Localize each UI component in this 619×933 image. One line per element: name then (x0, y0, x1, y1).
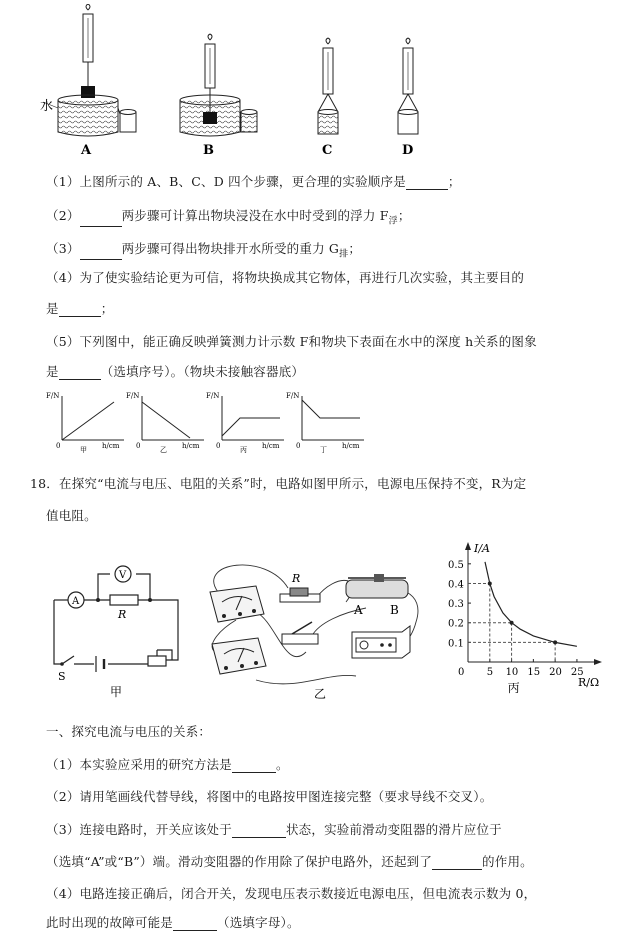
resistor-symbol (110, 595, 138, 605)
data-point (553, 640, 557, 644)
s4-question-line2: 此时出现的故障可能是 （选填字母）。 (46, 915, 300, 930)
data-point (510, 621, 514, 625)
power-supply-device (352, 626, 410, 658)
y-axis-arrow (465, 542, 471, 550)
data-point (488, 581, 492, 585)
y-tick-label: 0.1 (448, 638, 464, 650)
q17-part-5: （5）下列图中，能正确反映弹簧测力计示数 F和物块下表面在水中的深度 h关系的图象 (46, 334, 537, 349)
graph-yi (126, 392, 204, 454)
answer-blank[interactable] (59, 304, 101, 317)
q17-part-4: （4）为了使实验结论更为可信，将物块换成其它物体，再进行几次实验，其主要目的 (46, 270, 525, 285)
svg-text:F/N: F/N (286, 392, 300, 400)
answer-blank[interactable] (59, 367, 101, 380)
x-tick-label: 15 (527, 667, 541, 678)
s4-question: （4）电路连接正确后，闭合开关，发现电压表示数接近电源电压，但电流表示数为 0， (46, 886, 537, 901)
q17-part-2: （2） 两步骤可计算出物块浸没在水中时受到的浮力 $F_浮$； (46, 208, 411, 227)
svg-text:0: 0 (296, 442, 301, 450)
svg-text:h/cm: h/cm (102, 442, 120, 450)
y-tick-label: 0.3 (448, 599, 464, 611)
buoyancy-steps-figure (38, 4, 438, 159)
x-tick-label: 20 (549, 667, 562, 678)
q17-part-1: （1）上图所示的 A、B、C、D 四个步骤，更合理的实验顺序是 ； (46, 174, 461, 189)
svg-text:A: A (354, 603, 363, 617)
svg-text:h/cm: h/cm (262, 442, 280, 450)
svg-text:F/N: F/N (206, 392, 220, 400)
svg-text:F/N: F/N (46, 392, 60, 400)
svg-text:S: S (58, 670, 66, 683)
apparatus-caption: 乙 (314, 687, 327, 701)
q18-stem: 18．在探究“电流与电压、电阻的关系”时，电路如图甲所示，电源电压保持不变，R为定 (30, 476, 527, 491)
svg-text:丁: 丁 (320, 446, 327, 454)
graph-bing (206, 392, 284, 454)
svg-text:丙: 丙 (240, 446, 247, 454)
circuit-diagram-jia (38, 560, 198, 700)
step-label-a: A (81, 143, 92, 158)
q17-part-3: （3） 两步骤可得出物块排开水所受的重力 $G_排$； (46, 241, 362, 260)
y-tick-label: 0.5 (448, 559, 464, 571)
svg-text:甲: 甲 (80, 446, 87, 454)
water-label: 水 (40, 99, 54, 114)
y-tick-label: 0.2 (448, 618, 464, 630)
svg-text:R: R (118, 608, 127, 621)
svg-text:R: R (292, 572, 301, 585)
step-c-drawing (318, 38, 338, 134)
x-axis-label: R/Ω (578, 676, 600, 689)
f-h-option-graphs (40, 388, 380, 454)
switch-device (282, 622, 318, 644)
x-tick-label: 0 (458, 667, 465, 678)
svg-text:h/cm: h/cm (182, 442, 200, 450)
x-axis-arrow (594, 659, 602, 665)
answer-blank[interactable] (406, 177, 448, 190)
step-a-drawing (43, 4, 136, 136)
answer-blank[interactable] (232, 760, 276, 773)
svg-text:乙: 乙 (160, 446, 167, 454)
voltmeter-device (210, 586, 264, 622)
s3-question-line2: （选填“A”或“B”）端。滑动变阻器的作用除了保护电路外，还起到了 的作用。 (46, 854, 533, 869)
step-label-d: D (402, 143, 414, 158)
q18-stem-line2: 值电阻。 (46, 508, 97, 523)
s1-question: （1）本实验应采用的研究方法是 。 (46, 757, 289, 772)
graph-jia (46, 392, 124, 454)
resistor-device (280, 588, 320, 602)
q17-part-4-line2: 是 ； (46, 301, 114, 316)
current-resistance-chart (440, 540, 610, 700)
section-heading: 一、探究电流与电压的关系： (46, 724, 212, 739)
series-curve (485, 562, 577, 646)
step-b-drawing (180, 34, 257, 136)
apparatus-figure-yi (196, 552, 432, 702)
svg-text:F/N: F/N (126, 392, 140, 400)
answer-blank[interactable] (80, 214, 122, 227)
step-label-c: C (322, 143, 333, 158)
rheostat-device (346, 574, 408, 598)
x-tick-label: 10 (505, 667, 519, 678)
step-label-b: B (203, 143, 214, 158)
graph-ding (286, 392, 364, 454)
s2-question: （2）请用笔画线代替导线，将图中的电路按甲图连接完整（要求导线不交叉）。 (46, 789, 493, 804)
switch-symbol (62, 656, 74, 664)
svg-text:0: 0 (216, 442, 221, 450)
y-tick-label: 0.4 (448, 579, 464, 591)
svg-text:A: A (72, 596, 80, 607)
answer-blank[interactable] (432, 857, 482, 870)
ammeter-device (212, 638, 266, 674)
answer-blank[interactable] (232, 825, 286, 838)
svg-text:B: B (390, 603, 399, 617)
answer-blank[interactable] (80, 247, 122, 260)
svg-text:0: 0 (136, 442, 141, 450)
svg-text:0: 0 (56, 442, 61, 450)
step-d-drawing (398, 38, 418, 134)
x-tick-label: 25 (570, 667, 584, 678)
x-tick-label: 5 (486, 667, 494, 678)
q17-part-5-line2: 是 （选填序号）。（物块未接触容器底） (46, 364, 305, 379)
chart-caption: 丙 (507, 681, 520, 695)
s3-question: （3）连接电路时，开关应该处于 状态，实验前滑动变阻器的滑片应位于 (46, 822, 502, 837)
svg-text:h/cm: h/cm (342, 442, 360, 450)
svg-text:V: V (119, 570, 127, 581)
y-axis-label: I/A (474, 542, 490, 555)
answer-blank[interactable] (173, 918, 217, 931)
circuit-caption: 甲 (110, 685, 123, 699)
